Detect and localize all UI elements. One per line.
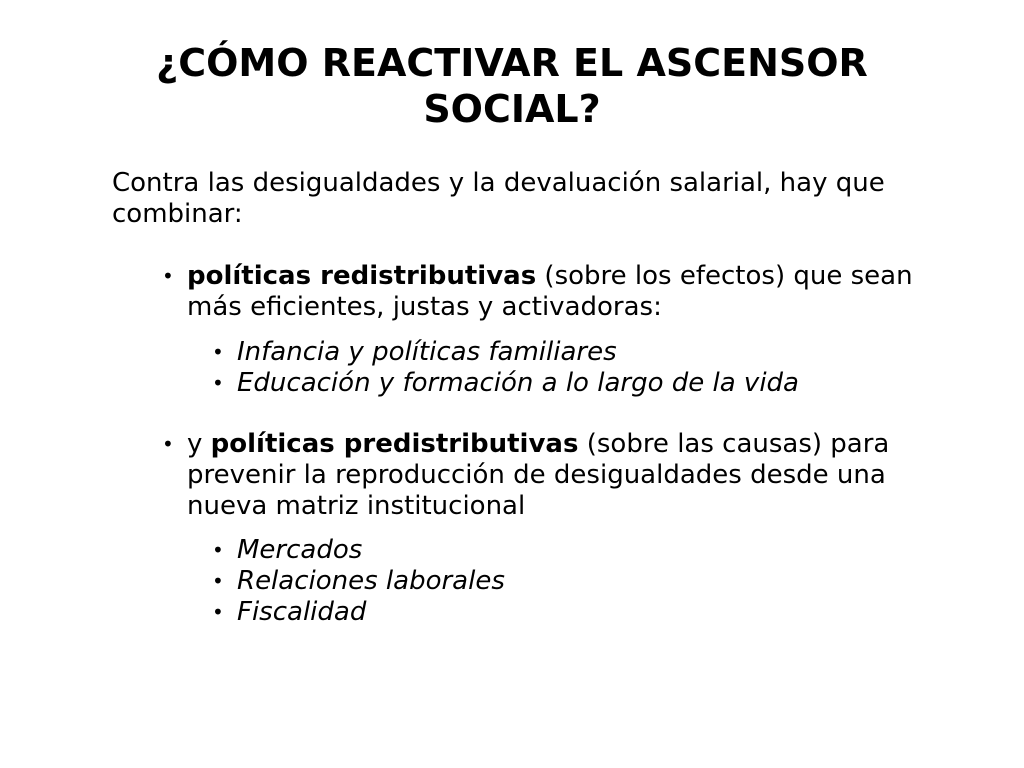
bullet-dot: •: [162, 264, 174, 288]
subitem-text: Mercados: [237, 535, 363, 565]
subitem-text: Infancia y políticas familiares: [237, 337, 617, 367]
subitem-educacion: [212, 368, 932, 399]
bullet-text: [187, 261, 922, 323]
slide-title-line-1: ¿CÓMO REACTIVAR EL ASCENSOR: [156, 41, 868, 85]
bullet-description: (sobre las causas) para prevenir la reproducción de desigualdades desde una nueva matriz institucional: [187, 429, 890, 521]
subitem-mercados: [212, 535, 932, 566]
bullet-description: (sobre los efectos) que sean más eficientes, justas y activadoras:: [187, 261, 913, 322]
subitem-dot: •: [212, 371, 224, 395]
subitem-relaciones-laborales: [212, 566, 932, 597]
bullet-bold-term: políticas predistributivas: [210, 429, 579, 459]
subitem-dot: •: [212, 538, 224, 562]
bullet-redistributive-policies: [162, 261, 922, 323]
bullet-dot: •: [162, 432, 174, 456]
slide-title-line-2: SOCIAL?: [423, 87, 601, 131]
bullet-prefix: y: [187, 429, 211, 459]
subitem-dot: •: [212, 569, 224, 593]
bullet-predistributive-policies: [162, 429, 922, 522]
subitem-fiscalidad: [212, 597, 932, 628]
bullet-text: [187, 429, 922, 522]
subitem-text: Educación y formación a lo largo de la vida: [237, 368, 799, 398]
subitem-text: Relaciones laborales: [237, 566, 505, 596]
subitem-dot: •: [212, 600, 224, 624]
intro-text: Contra las desigualdades y la devaluación salarial, hay que combinar:: [112, 168, 885, 229]
subitem-text: Fiscalidad: [237, 597, 367, 627]
subitem-infancia: [212, 337, 932, 368]
bullet-bold-term: políticas redistributivas: [187, 261, 537, 291]
subitem-dot: •: [212, 340, 224, 364]
slide-title: [0, 40, 1024, 132]
